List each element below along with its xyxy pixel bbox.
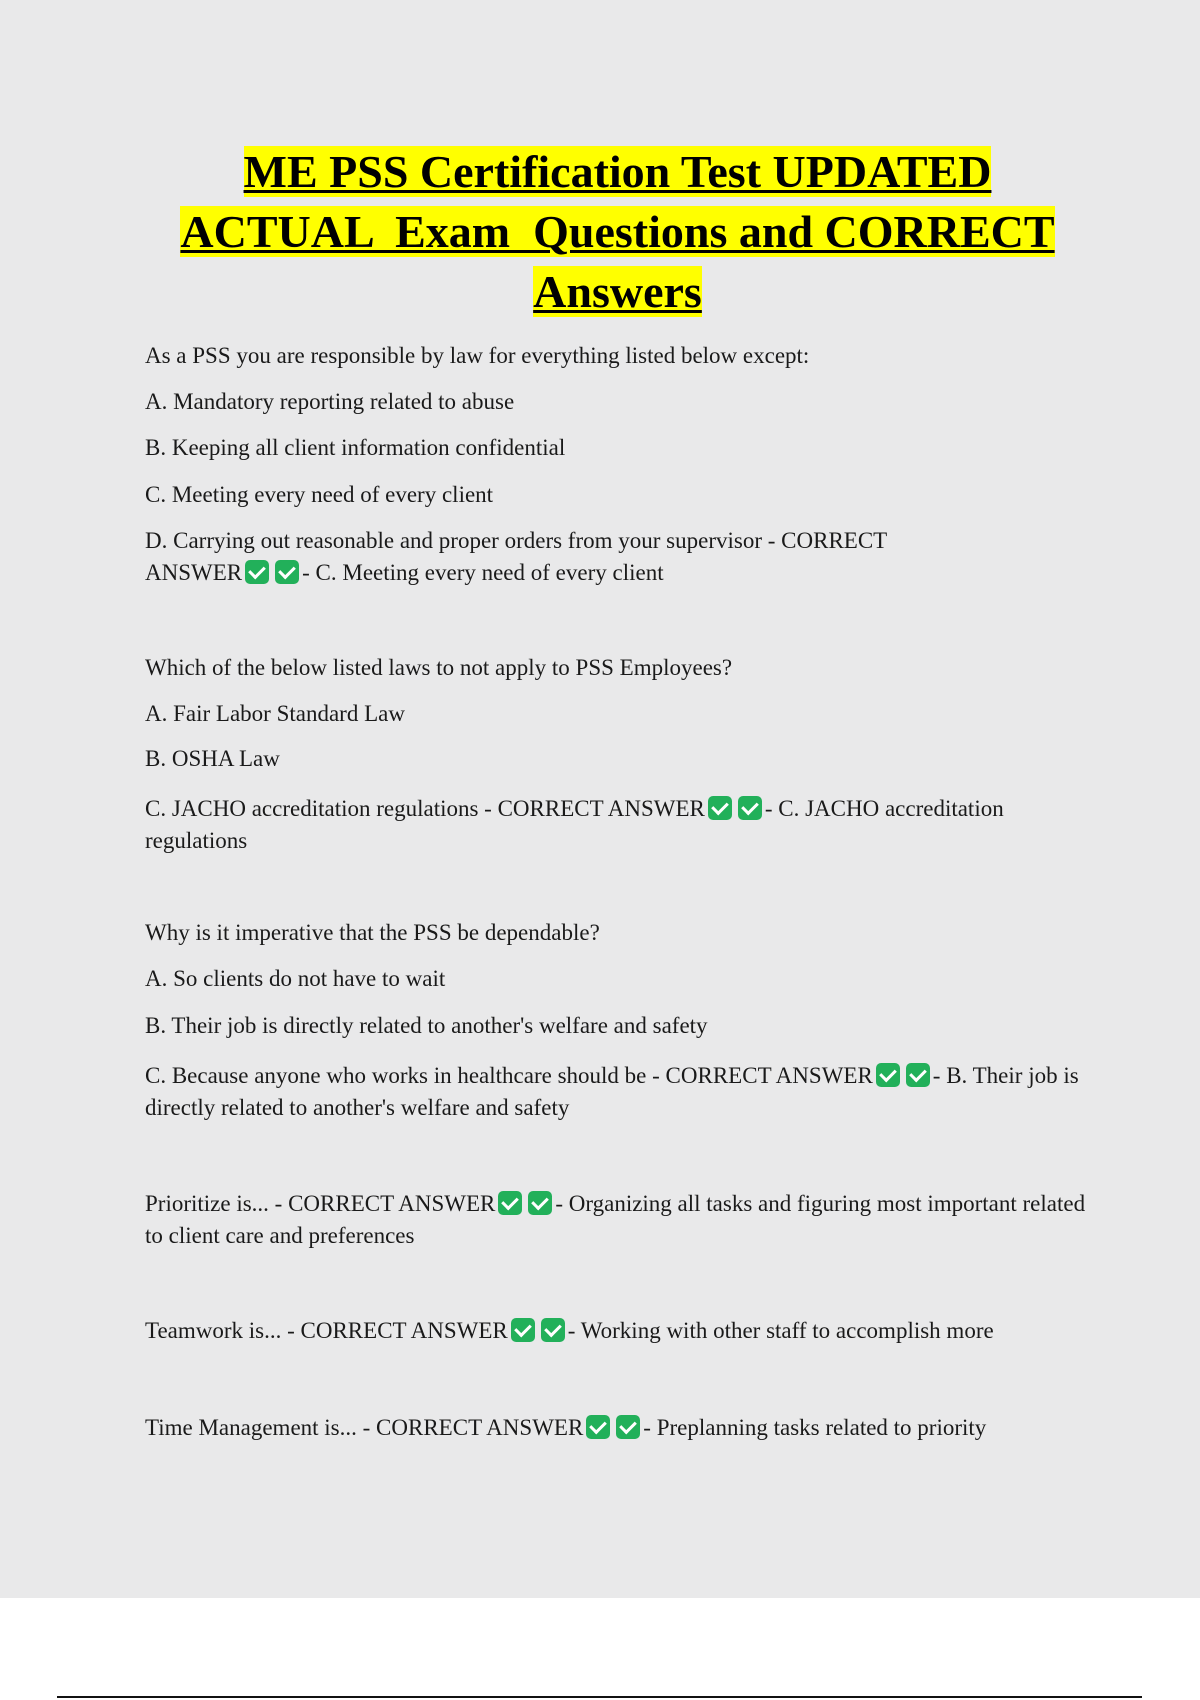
q2-question: Which of the below listed laws to not apply to PSS Employees? — [145, 655, 733, 680]
q4-definition — [145, 1188, 1090, 1252]
q3-option-c — [145, 1060, 1090, 1124]
q6-definition — [145, 1412, 1090, 1444]
q1-answer-label: ANSWER — [145, 560, 243, 585]
check-icon — [541, 1318, 565, 1342]
check-icon — [906, 1063, 930, 1087]
q3-option-a: A. So clients do not have to wait — [145, 966, 446, 991]
check-icon — [738, 796, 762, 820]
q1-option-d-text: D. Carrying out reasonable and proper orders from your supervisor - CORRECT — [145, 528, 888, 553]
q5-definition — [145, 1315, 1090, 1347]
q3-answer: - B. Their job is directly related to another's welfare and safety — [145, 1063, 1079, 1120]
check-icon — [245, 560, 269, 584]
q2-answer: - C. JACHO accreditation regulations — [145, 796, 1004, 853]
check-icon — [498, 1191, 522, 1215]
q6-answer: - Preplanning tasks related to priority — [643, 1415, 987, 1440]
check-icon — [586, 1415, 610, 1439]
q1-question: As a PSS you are responsible by law for everything listed below except: — [145, 343, 810, 368]
q1-option-a: A. Mandatory reporting related to abuse — [145, 389, 515, 414]
check-icon — [708, 796, 732, 820]
title-line-3: Answers — [533, 266, 702, 317]
title-line-1: ME PSS Certification Test UPDATED — [243, 146, 992, 197]
q2-option-c — [145, 793, 1090, 857]
q2-option-c-text: C. JACHO accreditation regulations - CORRECT ANSWER — [145, 796, 705, 821]
q3-question: Why is it imperative that the PSS be dependable? — [145, 920, 600, 945]
q1-option-c: C. Meeting every need of every client — [145, 482, 494, 507]
document-title — [130, 142, 1105, 322]
check-icon — [616, 1415, 640, 1439]
q5-answer: - Working with other staff to accomplish more — [567, 1318, 994, 1343]
q3-option-c-text: C. Because anyone who works in healthcare should be - CORRECT ANSWER — [145, 1063, 873, 1088]
check-icon — [528, 1191, 552, 1215]
check-icon — [876, 1063, 900, 1087]
q2-option-a: A. Fair Labor Standard Law — [145, 701, 405, 726]
q2-option-b: B. OSHA Law — [145, 746, 280, 771]
q6-prompt: Time Management is... - CORRECT ANSWER — [145, 1415, 584, 1440]
q1-answer: - C. Meeting every need of every client — [302, 560, 664, 585]
q1-option-d — [145, 525, 1090, 589]
q5-prompt: Teamwork is... - CORRECT ANSWER — [145, 1318, 508, 1343]
q4-answer: - Organizing all tasks and figuring most important related to client care and preferences — [145, 1191, 1086, 1248]
check-icon — [275, 560, 299, 584]
q3-option-b: B. Their job is directly related to another's welfare and safety — [145, 1013, 708, 1038]
title-line-2: ACTUAL Exam Questions and CORRECT — [180, 206, 1055, 257]
q1-option-b: B. Keeping all client information confidential — [145, 435, 566, 460]
check-icon — [511, 1318, 535, 1342]
page-divider — [57, 1696, 1142, 1698]
q4-prompt: Prioritize is... - CORRECT ANSWER — [145, 1191, 496, 1216]
